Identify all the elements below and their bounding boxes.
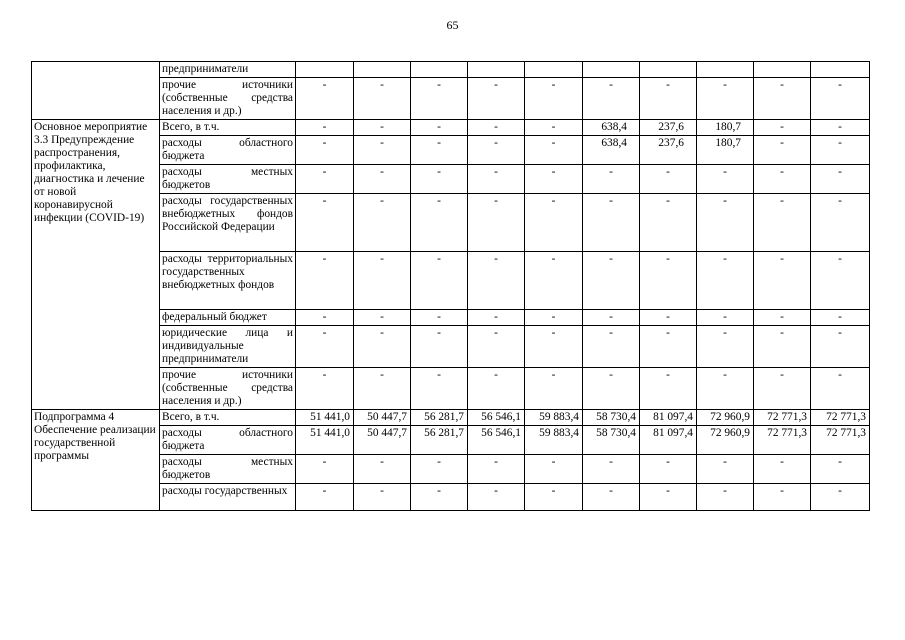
value-cell: - xyxy=(811,455,870,484)
value-cell: - xyxy=(640,368,697,410)
value-cell: - xyxy=(468,165,525,194)
value-cell xyxy=(811,62,870,78)
value-cell: 51 441,0 xyxy=(296,426,354,455)
value-cell: - xyxy=(811,136,870,165)
value-cell: 58 730,4 xyxy=(583,410,640,426)
value-cell: 81 097,4 xyxy=(640,426,697,455)
value-cell: - xyxy=(811,484,870,511)
value-cell: - xyxy=(811,165,870,194)
value-cell: - xyxy=(468,455,525,484)
value-cell: - xyxy=(697,455,754,484)
value-cell: - xyxy=(583,455,640,484)
value-cell: - xyxy=(754,120,811,136)
page-number: 65 xyxy=(446,18,459,32)
value-cell: 638,4 xyxy=(583,136,640,165)
value-cell: 56 546,1 xyxy=(468,410,525,426)
value-cell: 72 771,3 xyxy=(811,410,870,426)
value-cell: 56 546,1 xyxy=(468,426,525,455)
value-cell: - xyxy=(296,310,354,326)
value-cell: - xyxy=(411,455,468,484)
value-cell: - xyxy=(754,326,811,368)
value-cell: 51 441,0 xyxy=(296,410,354,426)
value-cell: - xyxy=(296,78,354,120)
value-cell xyxy=(354,62,411,78)
value-cell: 81 097,4 xyxy=(640,410,697,426)
value-cell xyxy=(697,62,754,78)
value-cell: - xyxy=(296,368,354,410)
value-cell: - xyxy=(811,120,870,136)
value-cell: - xyxy=(697,165,754,194)
value-cell: - xyxy=(697,252,754,310)
value-cell: 72 771,3 xyxy=(754,426,811,455)
value-cell: 50 447,7 xyxy=(354,426,411,455)
funding-source-cell: федеральный бюджет xyxy=(160,310,296,326)
value-cell: - xyxy=(468,326,525,368)
table-row xyxy=(32,120,870,136)
value-cell: - xyxy=(811,78,870,120)
value-cell: - xyxy=(583,194,640,252)
value-cell: - xyxy=(354,455,411,484)
value-cell: - xyxy=(640,455,697,484)
value-cell: 56 281,7 xyxy=(411,426,468,455)
value-cell: - xyxy=(354,78,411,120)
value-cell: - xyxy=(296,136,354,165)
measure-cell xyxy=(32,62,160,120)
value-cell: - xyxy=(411,165,468,194)
value-cell: 50 447,7 xyxy=(354,410,411,426)
value-cell: - xyxy=(525,120,583,136)
value-cell: - xyxy=(354,368,411,410)
value-cell: - xyxy=(754,78,811,120)
value-cell: - xyxy=(697,368,754,410)
value-cell: - xyxy=(640,165,697,194)
value-cell: - xyxy=(411,484,468,511)
value-cell: - xyxy=(640,326,697,368)
funding-source-cell: Всего, в т.ч. xyxy=(160,120,296,136)
funding-source-cell: юридические лица и индивидуальные предприниматели xyxy=(160,326,296,368)
value-cell: - xyxy=(754,310,811,326)
value-cell: - xyxy=(468,310,525,326)
value-cell: - xyxy=(525,136,583,165)
value-cell: - xyxy=(583,252,640,310)
value-cell: - xyxy=(354,165,411,194)
value-cell: - xyxy=(754,455,811,484)
value-cell: - xyxy=(640,310,697,326)
value-cell: - xyxy=(354,136,411,165)
table-row xyxy=(32,62,870,78)
value-cell: - xyxy=(354,194,411,252)
value-cell: 72 960,9 xyxy=(697,426,754,455)
value-cell: - xyxy=(296,326,354,368)
funding-source-cell: предприниматели xyxy=(160,62,296,78)
value-cell: 72 771,3 xyxy=(811,426,870,455)
value-cell: - xyxy=(640,194,697,252)
funding-table xyxy=(31,61,870,511)
value-cell: 237,6 xyxy=(640,120,697,136)
value-cell: - xyxy=(411,252,468,310)
value-cell: - xyxy=(811,252,870,310)
value-cell: - xyxy=(697,326,754,368)
funding-source-cell: прочие источники (собственные средства населения и др.) xyxy=(160,368,296,410)
value-cell: 180,7 xyxy=(697,120,754,136)
value-cell: 638,4 xyxy=(583,120,640,136)
value-cell: - xyxy=(296,252,354,310)
value-cell: 72 771,3 xyxy=(754,410,811,426)
value-cell: - xyxy=(697,78,754,120)
value-cell: 59 883,4 xyxy=(525,426,583,455)
value-cell: - xyxy=(411,326,468,368)
funding-source-cell: расходы местных бюджетов xyxy=(160,455,296,484)
value-cell: - xyxy=(411,194,468,252)
value-cell: - xyxy=(354,310,411,326)
value-cell: - xyxy=(754,194,811,252)
value-cell: - xyxy=(525,194,583,252)
measure-cell xyxy=(32,410,160,511)
measure-cell xyxy=(32,120,160,410)
value-cell: - xyxy=(411,310,468,326)
value-cell: - xyxy=(754,368,811,410)
value-cell: - xyxy=(583,165,640,194)
value-cell: - xyxy=(525,368,583,410)
measure-name: Основное мероприятие 3.3 Предупреждение распространения, профилактика, диагностика и лечение от новой коронавирусной инфекции (COVID-19) xyxy=(34,121,148,224)
value-cell xyxy=(583,62,640,78)
value-cell: - xyxy=(468,194,525,252)
value-cell: - xyxy=(411,136,468,165)
funding-source-cell: расходы областного бюджета xyxy=(160,136,296,165)
value-cell: - xyxy=(354,326,411,368)
funding-source-cell: расходы областного бюджета xyxy=(160,426,296,455)
value-cell xyxy=(754,62,811,78)
value-cell: - xyxy=(811,368,870,410)
value-cell: - xyxy=(525,310,583,326)
value-cell: 180,7 xyxy=(697,136,754,165)
value-cell: - xyxy=(697,484,754,511)
funding-source-cell: расходы местных бюджетов xyxy=(160,165,296,194)
value-cell: - xyxy=(754,252,811,310)
value-cell: - xyxy=(525,252,583,310)
value-cell: - xyxy=(525,455,583,484)
value-cell: - xyxy=(468,78,525,120)
value-cell: - xyxy=(697,194,754,252)
value-cell xyxy=(468,62,525,78)
value-cell: 72 960,9 xyxy=(697,410,754,426)
value-cell: - xyxy=(468,368,525,410)
funding-source-cell: расходы государственных внебюджетных фондов Российской Федерации xyxy=(160,194,296,252)
value-cell: - xyxy=(468,484,525,511)
value-cell xyxy=(296,62,354,78)
measure-name: Подпрограмма 4 Обеспечение реализации государственной программы xyxy=(34,411,156,462)
value-cell: - xyxy=(640,252,697,310)
value-cell: - xyxy=(811,326,870,368)
value-cell: - xyxy=(583,78,640,120)
value-cell xyxy=(525,62,583,78)
funding-source-cell: расходы государственных xyxy=(160,484,296,511)
funding-source-cell: Всего, в т.ч. xyxy=(160,410,296,426)
value-cell: - xyxy=(411,368,468,410)
value-cell: - xyxy=(811,310,870,326)
value-cell: 237,6 xyxy=(640,136,697,165)
value-cell: - xyxy=(411,120,468,136)
funding-source-cell: расходы территориальных государственных внебюджетных фондов xyxy=(160,252,296,310)
value-cell: - xyxy=(296,484,354,511)
value-cell: - xyxy=(296,120,354,136)
value-cell: - xyxy=(411,78,468,120)
value-cell: - xyxy=(296,455,354,484)
value-cell: - xyxy=(754,136,811,165)
value-cell: - xyxy=(640,484,697,511)
value-cell: - xyxy=(525,326,583,368)
value-cell: - xyxy=(697,310,754,326)
value-cell: - xyxy=(296,165,354,194)
value-cell: - xyxy=(468,252,525,310)
table-row xyxy=(32,410,870,426)
value-cell: - xyxy=(525,484,583,511)
value-cell: - xyxy=(754,484,811,511)
value-cell: - xyxy=(468,120,525,136)
value-cell xyxy=(640,62,697,78)
value-cell: 58 730,4 xyxy=(583,426,640,455)
value-cell: - xyxy=(525,165,583,194)
funding-source-cell: прочие источники (собственные средства населения и др.) xyxy=(160,78,296,120)
value-cell: - xyxy=(754,165,811,194)
value-cell: - xyxy=(354,252,411,310)
value-cell: - xyxy=(354,484,411,511)
value-cell: 59 883,4 xyxy=(525,410,583,426)
value-cell: - xyxy=(296,194,354,252)
value-cell: - xyxy=(583,484,640,511)
value-cell: - xyxy=(811,194,870,252)
value-cell: - xyxy=(354,120,411,136)
value-cell: - xyxy=(525,78,583,120)
value-cell: 56 281,7 xyxy=(411,410,468,426)
value-cell: - xyxy=(583,326,640,368)
value-cell xyxy=(411,62,468,78)
value-cell: - xyxy=(583,310,640,326)
value-cell: - xyxy=(640,78,697,120)
table-body xyxy=(32,62,870,511)
value-cell: - xyxy=(583,368,640,410)
value-cell: - xyxy=(468,136,525,165)
